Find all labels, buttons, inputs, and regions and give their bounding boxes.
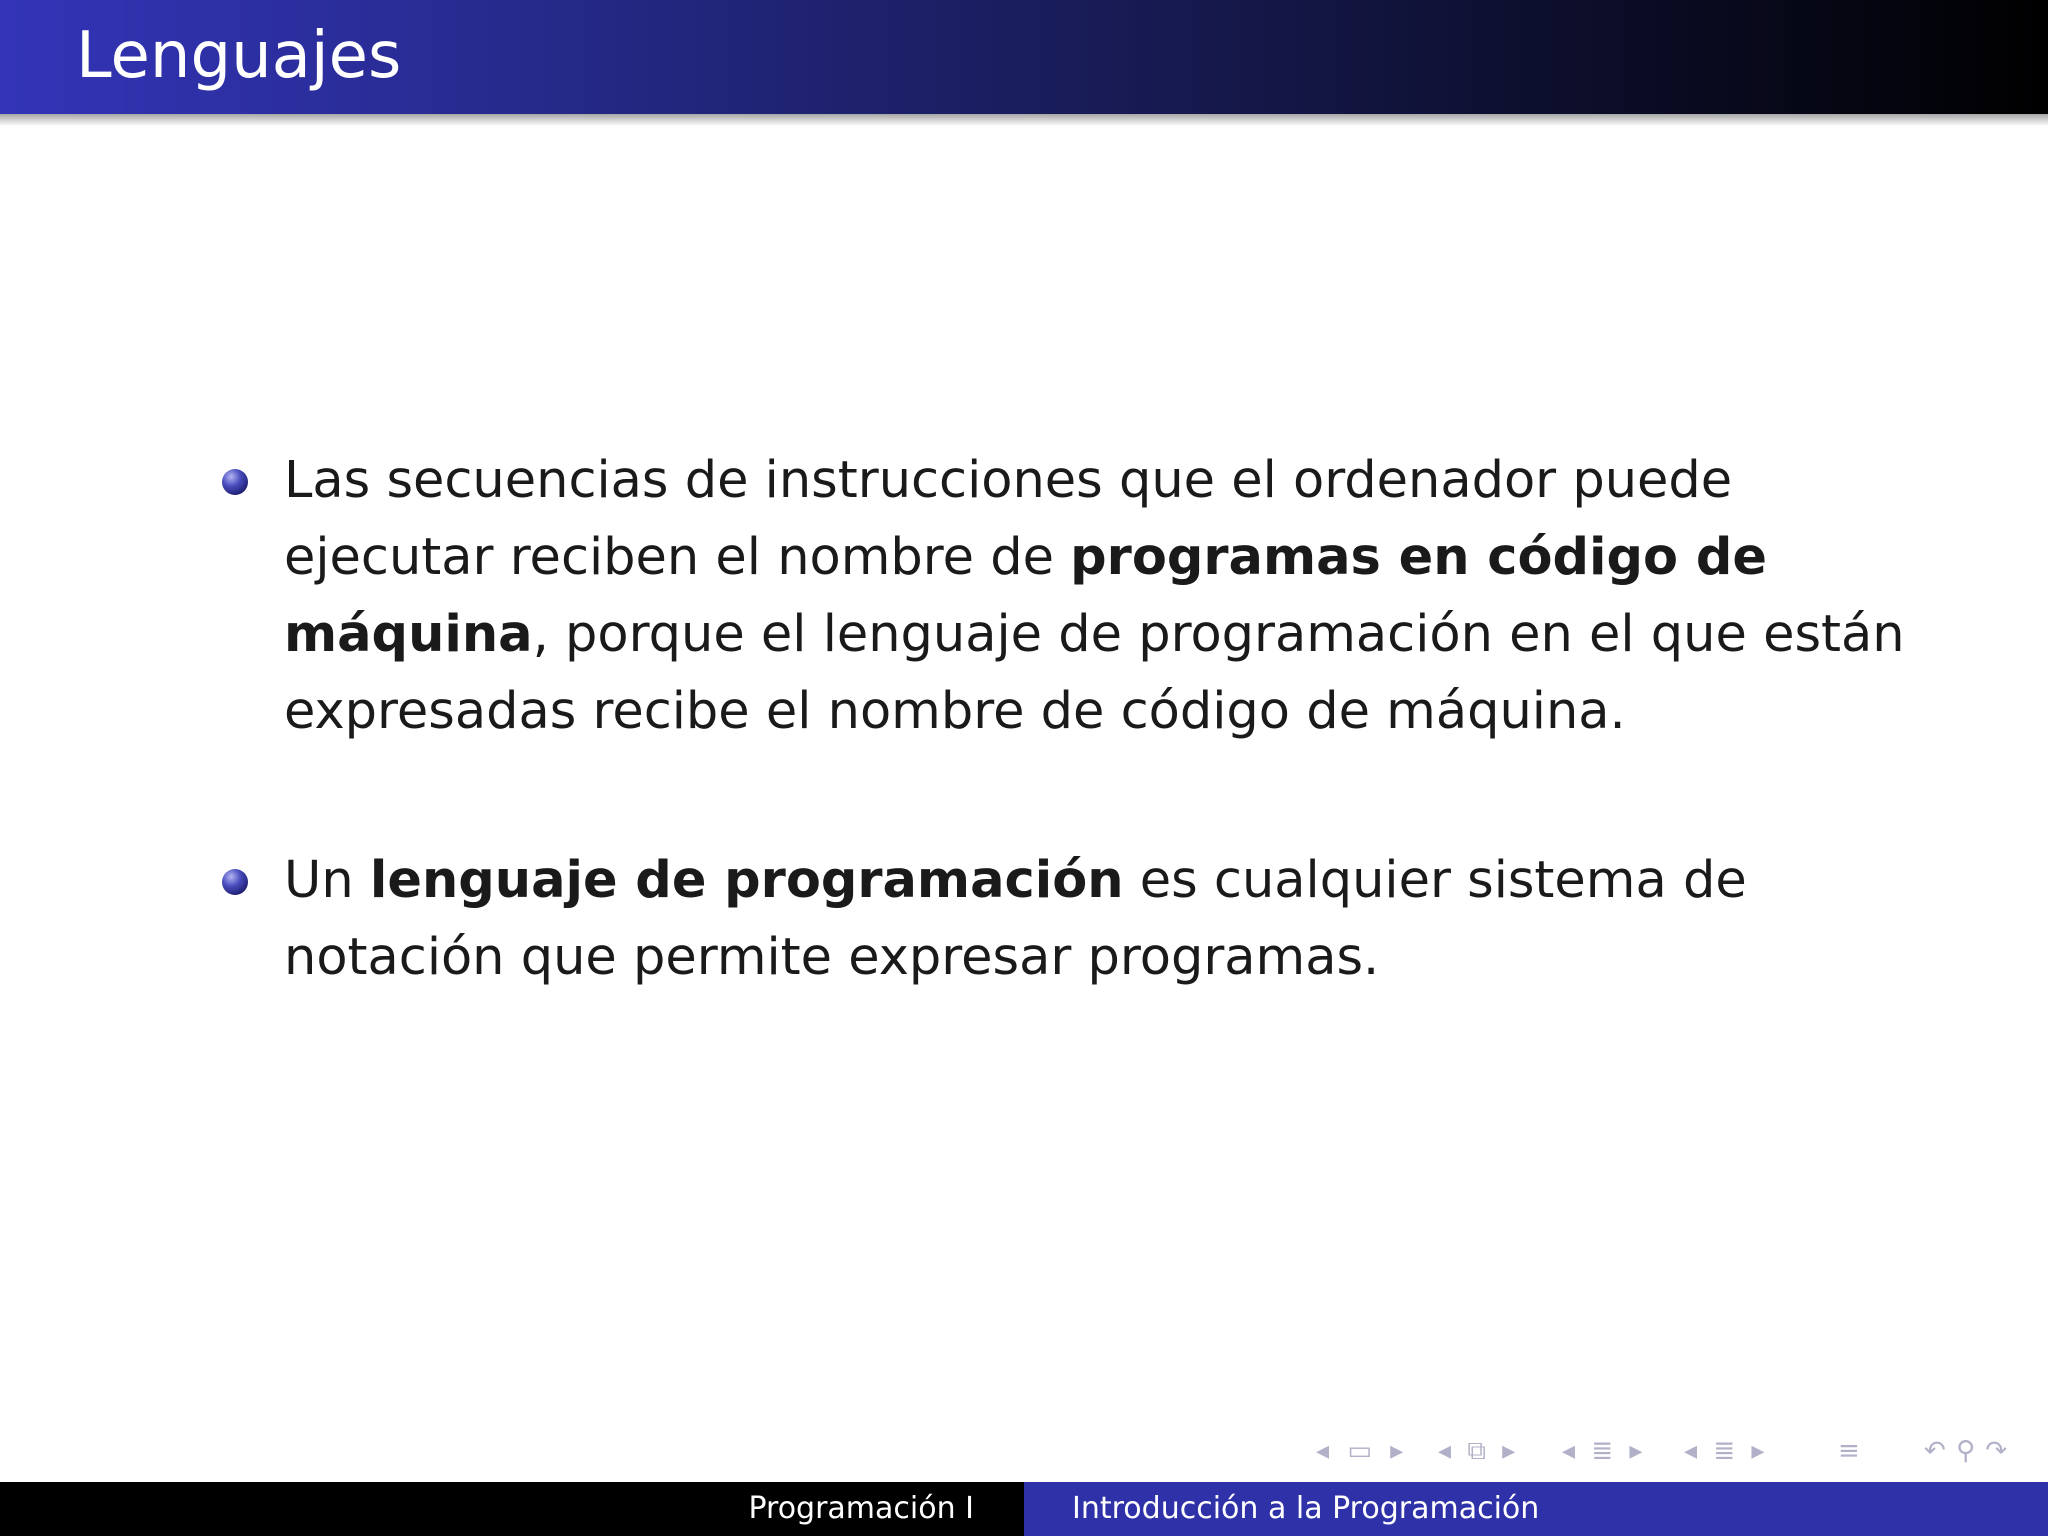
arrow-right-icon[interactable]: ▸ [1390, 1436, 1404, 1466]
undo-icon[interactable]: ↶ [1924, 1436, 1946, 1466]
arrow-right-icon[interactable]: ▸ [1751, 1436, 1765, 1466]
item-line [284, 842, 1902, 919]
bullet-item-lenguaje [222, 842, 1902, 996]
arrow-right-icon[interactable]: ▸ [1502, 1436, 1516, 1466]
nav-search-group [1924, 1434, 2007, 1468]
title-bar-shadow [0, 114, 2048, 126]
footer-course-title: Programación I [748, 1491, 974, 1526]
item-text: ejecutar reciben el nombre de [284, 528, 1071, 587]
footer-left [0, 1482, 1024, 1536]
item-line [284, 519, 1902, 596]
align-icon[interactable]: ≡ [1838, 1436, 1860, 1466]
section-icon[interactable]: ≣ [1713, 1436, 1736, 1466]
arrow-right-icon[interactable]: ▸ [1629, 1436, 1643, 1466]
subsection-icon[interactable]: ⧉ [1467, 1436, 1486, 1466]
bullet-icon [222, 869, 248, 895]
item-text: es cualquier sistema de [1123, 851, 1747, 910]
item-line [284, 919, 1902, 996]
item-text: expresadas recibe el nombre de código de máquina. [284, 682, 1626, 741]
arrow-left-icon[interactable]: ◂ [1316, 1436, 1330, 1466]
nav-presentation-group [1684, 1434, 1764, 1468]
item-text: Las secuencias de instrucciones que el ordenador puede [284, 451, 1733, 510]
redo-icon[interactable]: ↷ [1985, 1436, 2008, 1466]
nav-section-group [1562, 1434, 1642, 1468]
item-line [284, 442, 1902, 519]
footer-presentation-title: Introducción a la Programación [1072, 1491, 1540, 1526]
item-line [284, 673, 1902, 750]
nav-subsection-group [1438, 1434, 1515, 1468]
bullet-icon [222, 469, 248, 495]
item-text: , porque el lenguaje de programación en el que están [532, 605, 1905, 664]
bullet-item-programas [222, 442, 1905, 750]
nav-frame-group [1316, 1434, 1403, 1468]
search-icon[interactable]: ⚲ [1956, 1436, 1976, 1466]
item-emphasis: lenguaje de programación [369, 851, 1124, 910]
item-text: Un [284, 851, 370, 910]
arrow-left-icon[interactable]: ◂ [1684, 1436, 1698, 1466]
arrow-left-icon[interactable]: ◂ [1438, 1436, 1452, 1466]
item-text: notación que permite expresar programas. [284, 928, 1380, 987]
item-emphasis: programas en código de [1070, 528, 1767, 587]
section-icon[interactable]: ≣ [1591, 1436, 1614, 1466]
footer-right [1024, 1482, 2048, 1536]
title-bar [0, 0, 2048, 114]
bullet-list [222, 442, 1905, 996]
frame-icon[interactable]: ▭ [1347, 1436, 1372, 1466]
item-line [284, 596, 1905, 673]
arrow-left-icon[interactable]: ◂ [1562, 1436, 1576, 1466]
nav-align-group [1838, 1434, 1860, 1468]
item-emphasis: máquina [284, 605, 533, 664]
frame-title: Lenguajes [76, 19, 402, 93]
